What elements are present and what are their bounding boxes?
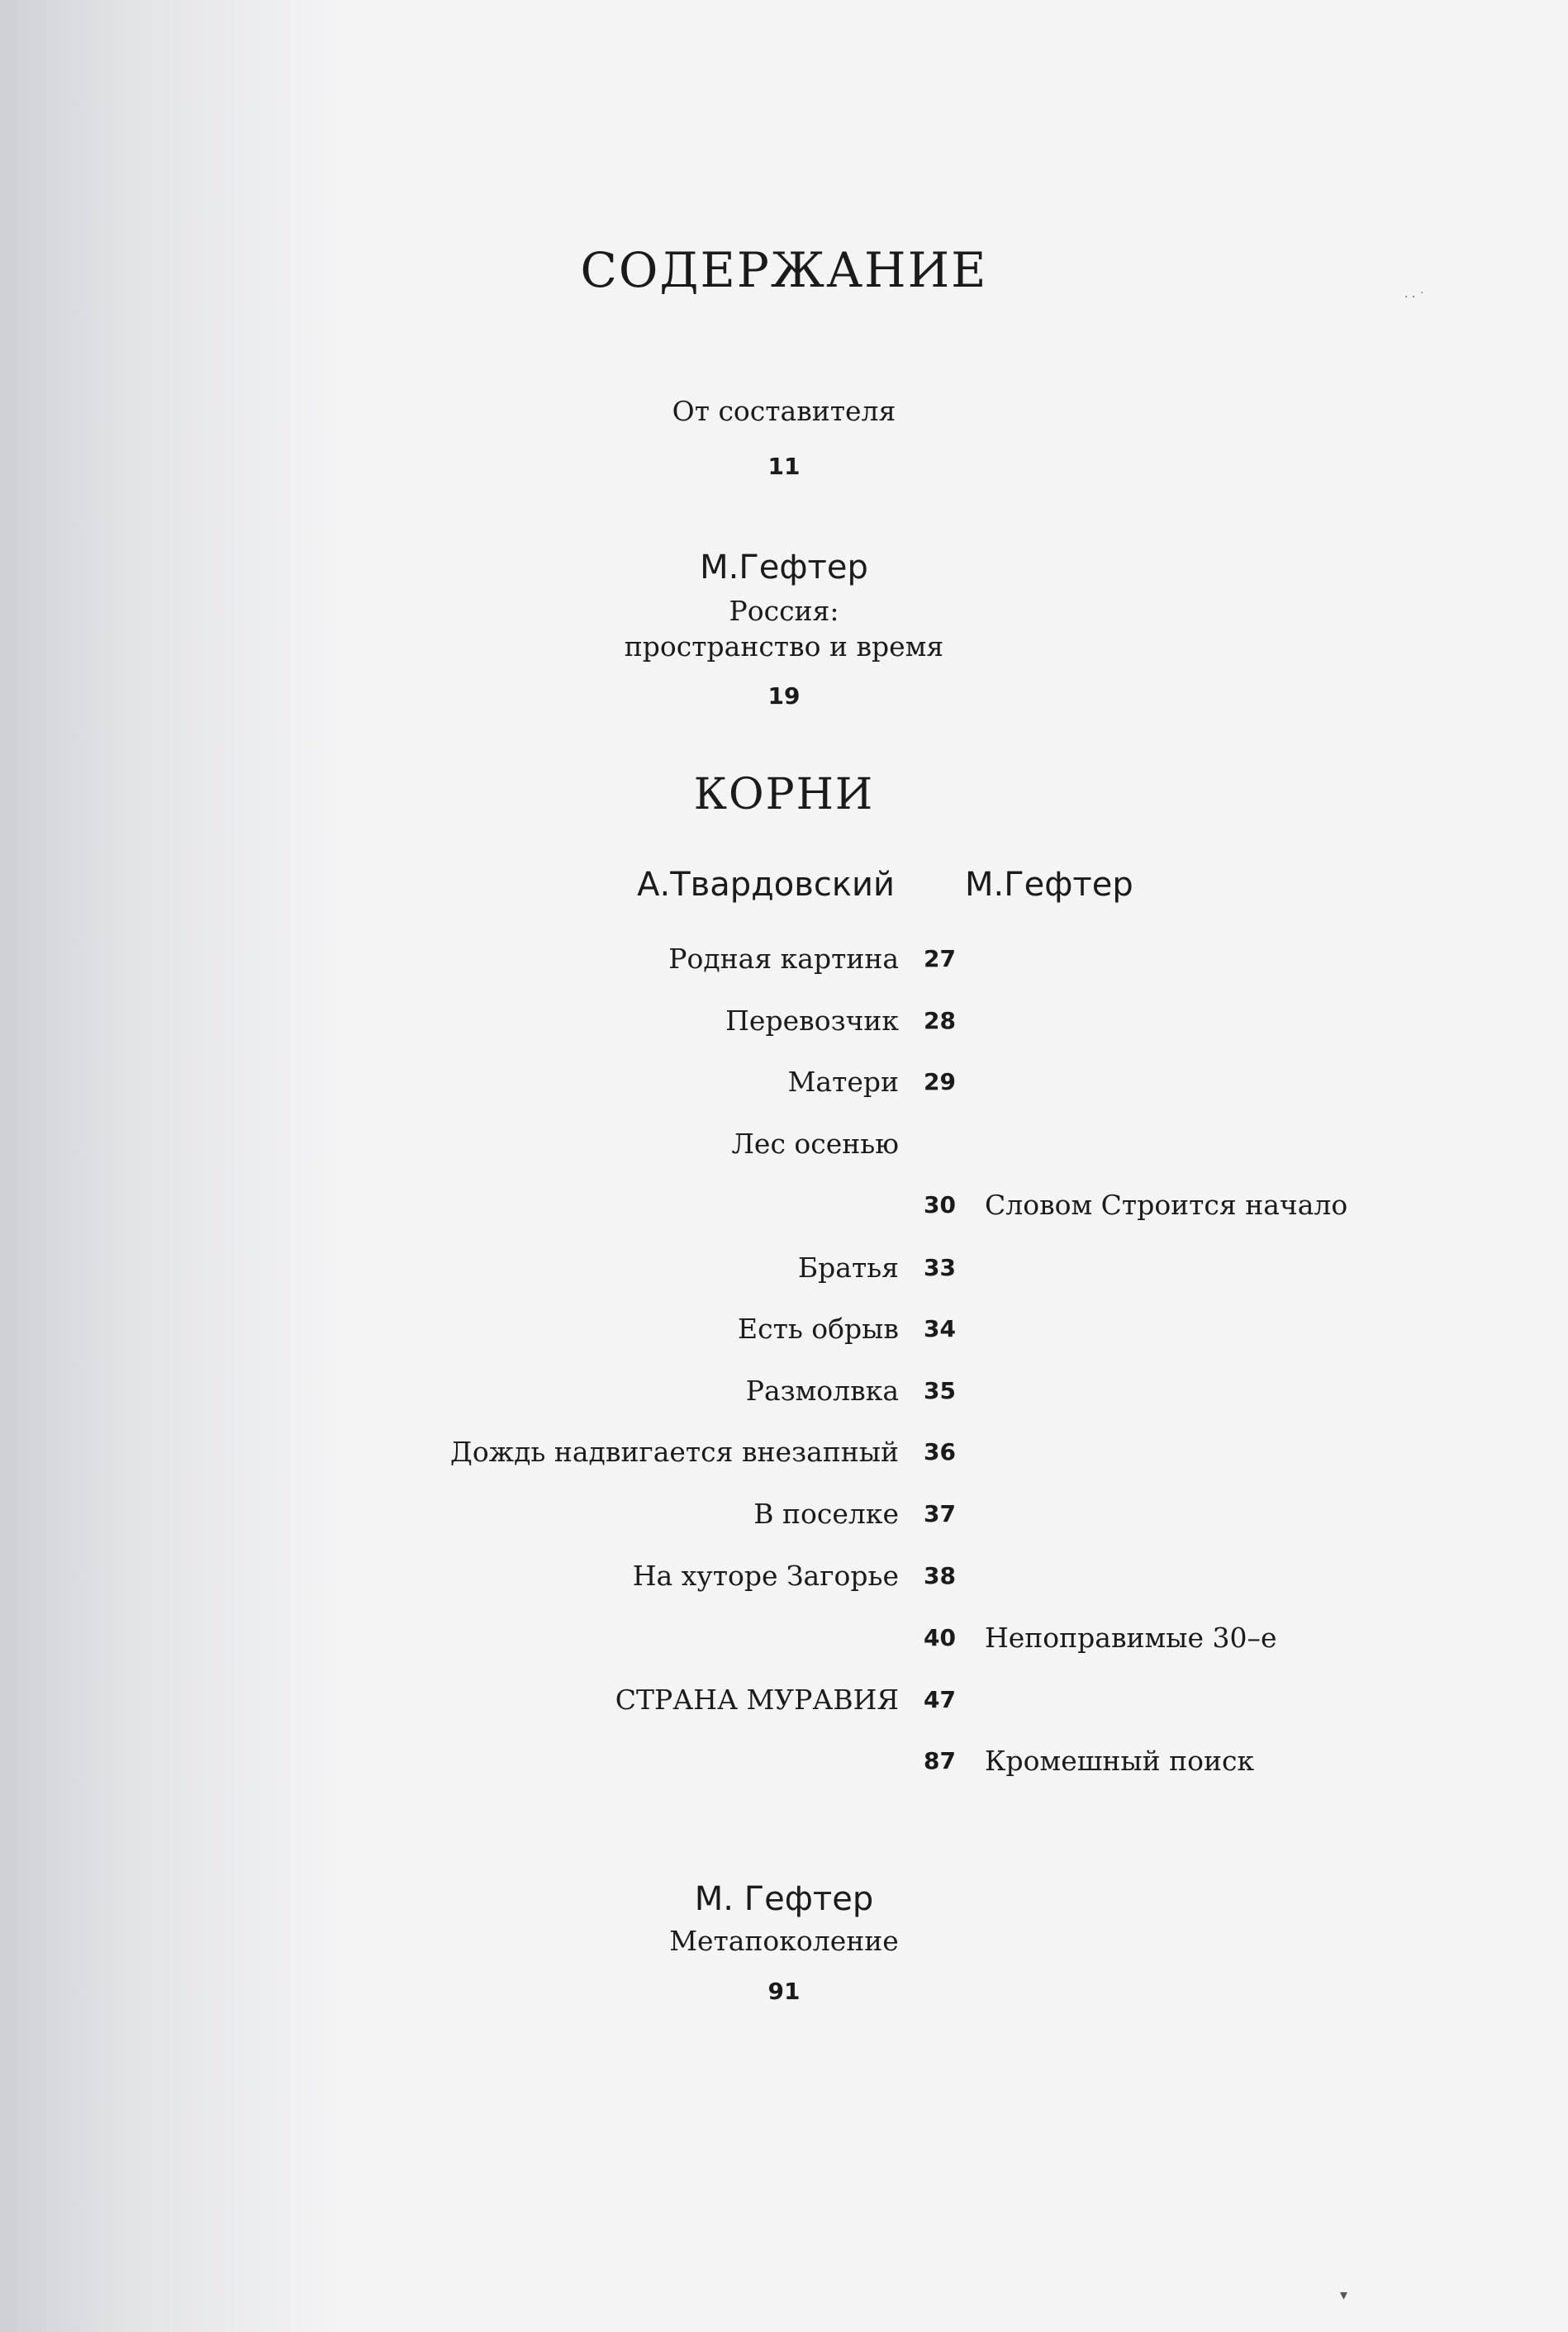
toc-left-title: Есть обрыв <box>738 1313 899 1345</box>
toc-row <box>0 1622 1568 1661</box>
toc-left-title: На хуторе Загорье <box>632 1560 899 1592</box>
toc-row <box>0 1560 1568 1599</box>
toc-page-number: 36 <box>924 1438 956 1465</box>
toc-row <box>0 1745 1568 1784</box>
toc-row <box>0 1251 1568 1291</box>
column-author-left: А.Твардовский <box>637 866 895 904</box>
essay1-author: М.Гефтер <box>700 549 868 587</box>
print-speck: ▾ <box>1340 2287 1348 2304</box>
essay1-title-line2: пространство и время <box>624 630 944 663</box>
toc-row <box>0 1684 1568 1723</box>
toc-row <box>0 1128 1568 1167</box>
toc-left-title: Размолвка <box>745 1375 899 1407</box>
toc-page-number: 87 <box>924 1747 956 1774</box>
toc-right-title: Словом Строится начало <box>985 1189 1348 1221</box>
toc-left-title: Перевозчик <box>725 1005 899 1037</box>
essay2-page: 91 <box>767 1978 801 2005</box>
toc-right-title: Кромешный поиск <box>985 1745 1255 1777</box>
page-title: СОДЕРЖАНИЕ <box>580 242 988 298</box>
toc-left-title: Родная картина <box>668 943 899 975</box>
toc-row <box>0 943 1568 982</box>
essay1-title-line1: Россия: <box>729 595 839 627</box>
toc-row <box>0 1189 1568 1228</box>
essay1-page: 19 <box>767 682 801 710</box>
toc-row <box>0 1066 1568 1105</box>
toc-page-number: 34 <box>924 1315 956 1342</box>
toc-page-number: 30 <box>924 1191 956 1218</box>
toc-left-title: Братья <box>797 1251 899 1284</box>
toc-page-number: 47 <box>924 1686 956 1713</box>
section-heading-roots: КОРНИ <box>693 770 875 819</box>
toc-row <box>0 1313 1568 1352</box>
toc-page-number: 27 <box>924 945 956 972</box>
toc-row <box>0 1375 1568 1414</box>
toc-row <box>0 1005 1568 1044</box>
toc-left-title: Матери <box>787 1066 899 1098</box>
toc-page-number: 28 <box>924 1007 956 1034</box>
toc-intro-page: 11 <box>767 453 801 480</box>
toc-row <box>0 1436 1568 1475</box>
toc-page-number: 35 <box>924 1377 956 1404</box>
toc-left-title: В поселке <box>753 1498 899 1530</box>
column-author-right: М.Гефтер <box>965 866 1133 904</box>
toc-page-number: 29 <box>924 1068 956 1095</box>
toc-left-title: СТРАНА МУРАВИЯ <box>615 1684 899 1716</box>
essay2-title: Метапоколение <box>669 1925 899 1957</box>
toc-page-number: 33 <box>924 1254 956 1281</box>
toc-left-title: Дождь надвигается внезапный <box>450 1436 899 1468</box>
toc-intro-title: От составителя <box>672 395 896 427</box>
toc-page-number: 37 <box>924 1500 956 1527</box>
toc-left-title: Лес осенью <box>731 1128 899 1160</box>
toc-page-number: 38 <box>924 1562 956 1589</box>
toc-row <box>0 1498 1568 1537</box>
essay2-author: М. Гефтер <box>694 1880 874 1918</box>
toc-page-number: 40 <box>924 1624 956 1651</box>
print-specks: · · ˙ <box>1404 291 1425 304</box>
toc-right-title: Непоправимые 30–е <box>985 1622 1277 1654</box>
